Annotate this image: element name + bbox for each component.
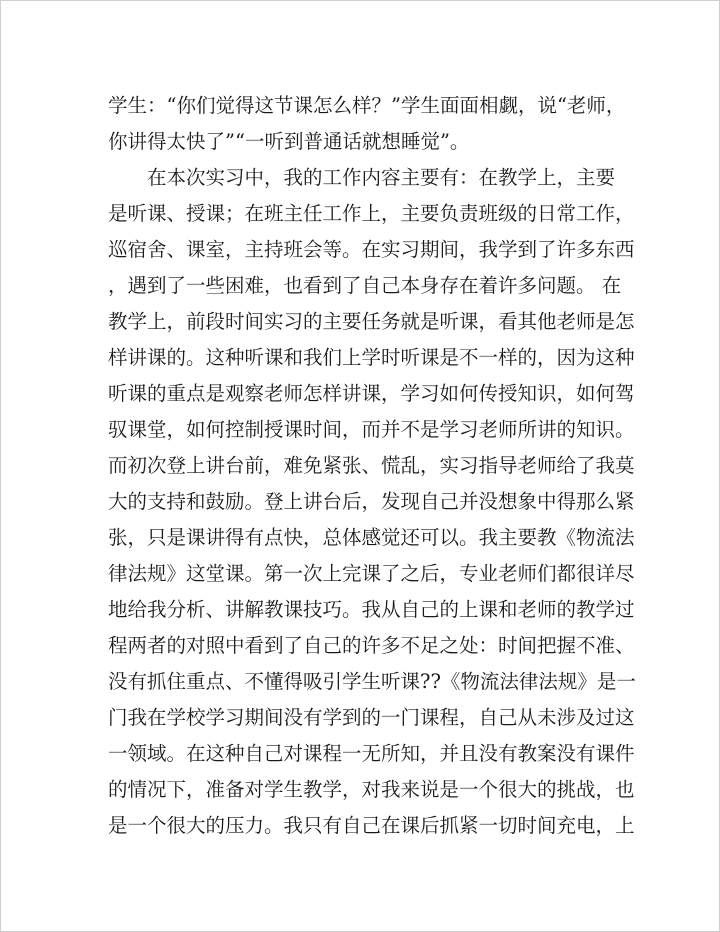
text-line: 教学上，前段时间实习的主要任务就是听课，看其他老师是怎	[108, 310, 635, 333]
text-line: 是听课、授课；在班主任工作上，主要负责班级的日常工作，	[108, 202, 635, 225]
text-line: 而初次登上讲台前，难免紧张、慌乱，实习指导老师给了我莫	[108, 454, 635, 477]
text-line: 张，只是课讲得有点快，总体感觉还可以。我主要教《物流法	[108, 526, 635, 549]
text-line: 没有抓住重点、不懂得吸引学生听课??《物流法律法规》是一	[108, 670, 636, 693]
text-line: 大的支持和鼓励。登上讲台后，发现自己并没想象中得那么紧	[108, 490, 635, 513]
text-line: 你讲得太快了”“一听到普通话就想睡觉”。	[108, 130, 470, 153]
body-text	[108, 88, 636, 844]
text-line: 地给我分析、讲解教课技巧。我从自己的上课和老师的教学过	[108, 598, 635, 621]
text-line: 是一个很大的压力。我只有自己在课后抓紧一切时间充电，上	[108, 814, 635, 837]
text-line: 巡宿舍、课室，主持班会等。在实习期间，我学到了许多东西	[108, 238, 635, 261]
text-line: 的情况下，准备对学生教学，对我来说是一个很大的挑战，也	[108, 778, 635, 801]
text-line: 在本次实习中，我的工作内容主要有：在教学上，主要	[108, 166, 616, 189]
text-line: 程两者的对照中看到了自己的许多不足之处：时间把握不准、	[108, 634, 635, 657]
text-line: 驭课堂，如何控制授课时间，而并不是学习老师所讲的知识。	[108, 418, 635, 441]
text-line: 听课的重点是观察老师怎样讲课，学习如何传授知识，如何驾	[108, 382, 635, 405]
text-line: 样讲课的。这种听课和我们上学时听课是不一样的，因为这种	[108, 346, 635, 369]
text-line: 学生：“你们觉得这节课怎么样？”学生面面相觑，说“老师，	[108, 94, 626, 117]
text-line: ，遇到了一些困难，也看到了自己本身存在着许多问题。 在	[108, 274, 622, 297]
text-line: 一领域。在这种自己对课程一无所知，并且没有教案没有课件	[108, 742, 635, 765]
text-line: 门我在学校学习期间没有学到的一门课程，自己从未涉及过这	[108, 706, 635, 729]
text-line: 律法规》这堂课。第一次上完课了之后，专业老师们都很详尽	[108, 562, 635, 585]
